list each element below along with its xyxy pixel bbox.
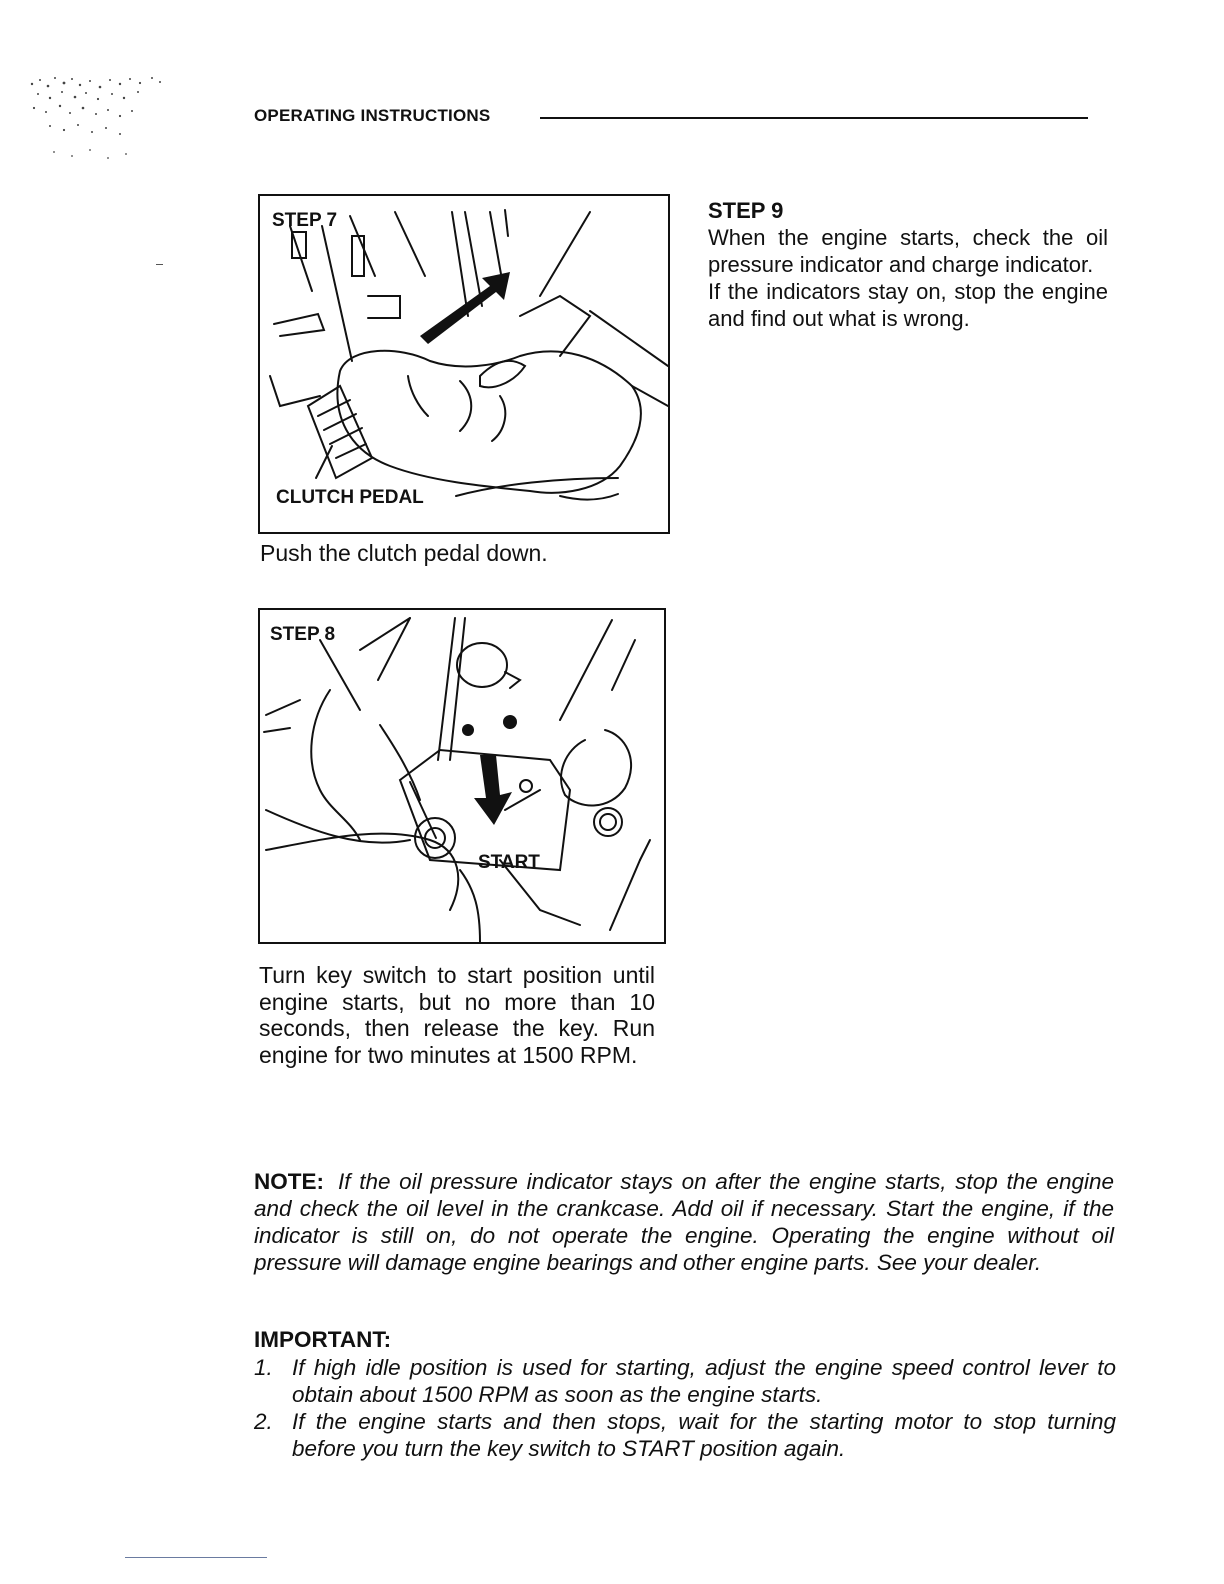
note-block: [254, 1168, 1114, 1276]
step8-caption: Turn key switch to start position until engine starts, but no more than 10 seconds, then release the key. Run engine for two minutes at 1500 RPM.: [259, 962, 655, 1068]
note-label: NOTE:: [254, 1169, 324, 1194]
clutch-pedal-illustration: [260, 196, 668, 532]
margin-mark: [156, 264, 163, 265]
list-item-text: If the engine starts and then stops, wait for the starting motor to stop turning before you turn the key switch to START position again.: [292, 1409, 1116, 1461]
start-position-label: START: [478, 852, 540, 873]
list-item-number: 2.: [254, 1409, 273, 1434]
important-title: IMPORTANT:: [254, 1327, 392, 1352]
list-item: [254, 1354, 1116, 1408]
important-list: [254, 1354, 1116, 1462]
important-block: [254, 1326, 1116, 1462]
note-text: If the oil pressure indicator stays on after the engine starts, stop the engine and check the oil level in the crankcase. Add oil if necessary. Start the engine, if the indicator is still on, do not operate the engine. Operating the engine without oil pressure will damage engine bearings and other engine parts. See your dealer.: [254, 1169, 1114, 1275]
step7-label: STEP 7: [272, 210, 338, 231]
list-item: [254, 1408, 1116, 1462]
step7-caption: Push the clutch pedal down.: [260, 540, 548, 566]
step9-title: STEP 9: [708, 198, 784, 223]
clutch-pedal-label: CLUTCH PEDAL: [276, 487, 424, 508]
step8-figure: [258, 608, 666, 944]
footer-rule: [125, 1557, 267, 1558]
step8-label: STEP 8: [270, 624, 336, 645]
list-item-number: 1.: [254, 1355, 273, 1380]
step7-figure: [258, 194, 670, 534]
key-switch-illustration: [260, 610, 664, 942]
step9-block: [708, 197, 1108, 332]
list-item-text: If high idle position is used for starting, adjust the engine speed control lever to obtain about 1500 RPM as soon as the engine starts.: [292, 1355, 1116, 1407]
step9-paragraph-2: If the indicators stay on, stop the engine and find out what is wrong.: [708, 279, 1108, 331]
section-header: OPERATING INSTRUCTIONS: [254, 106, 491, 125]
header-rule: [540, 117, 1088, 119]
step9-paragraph-1: When the engine starts, check the oil pressure indicator and charge indicator.: [708, 225, 1108, 277]
scan-speckle: [20, 70, 170, 170]
